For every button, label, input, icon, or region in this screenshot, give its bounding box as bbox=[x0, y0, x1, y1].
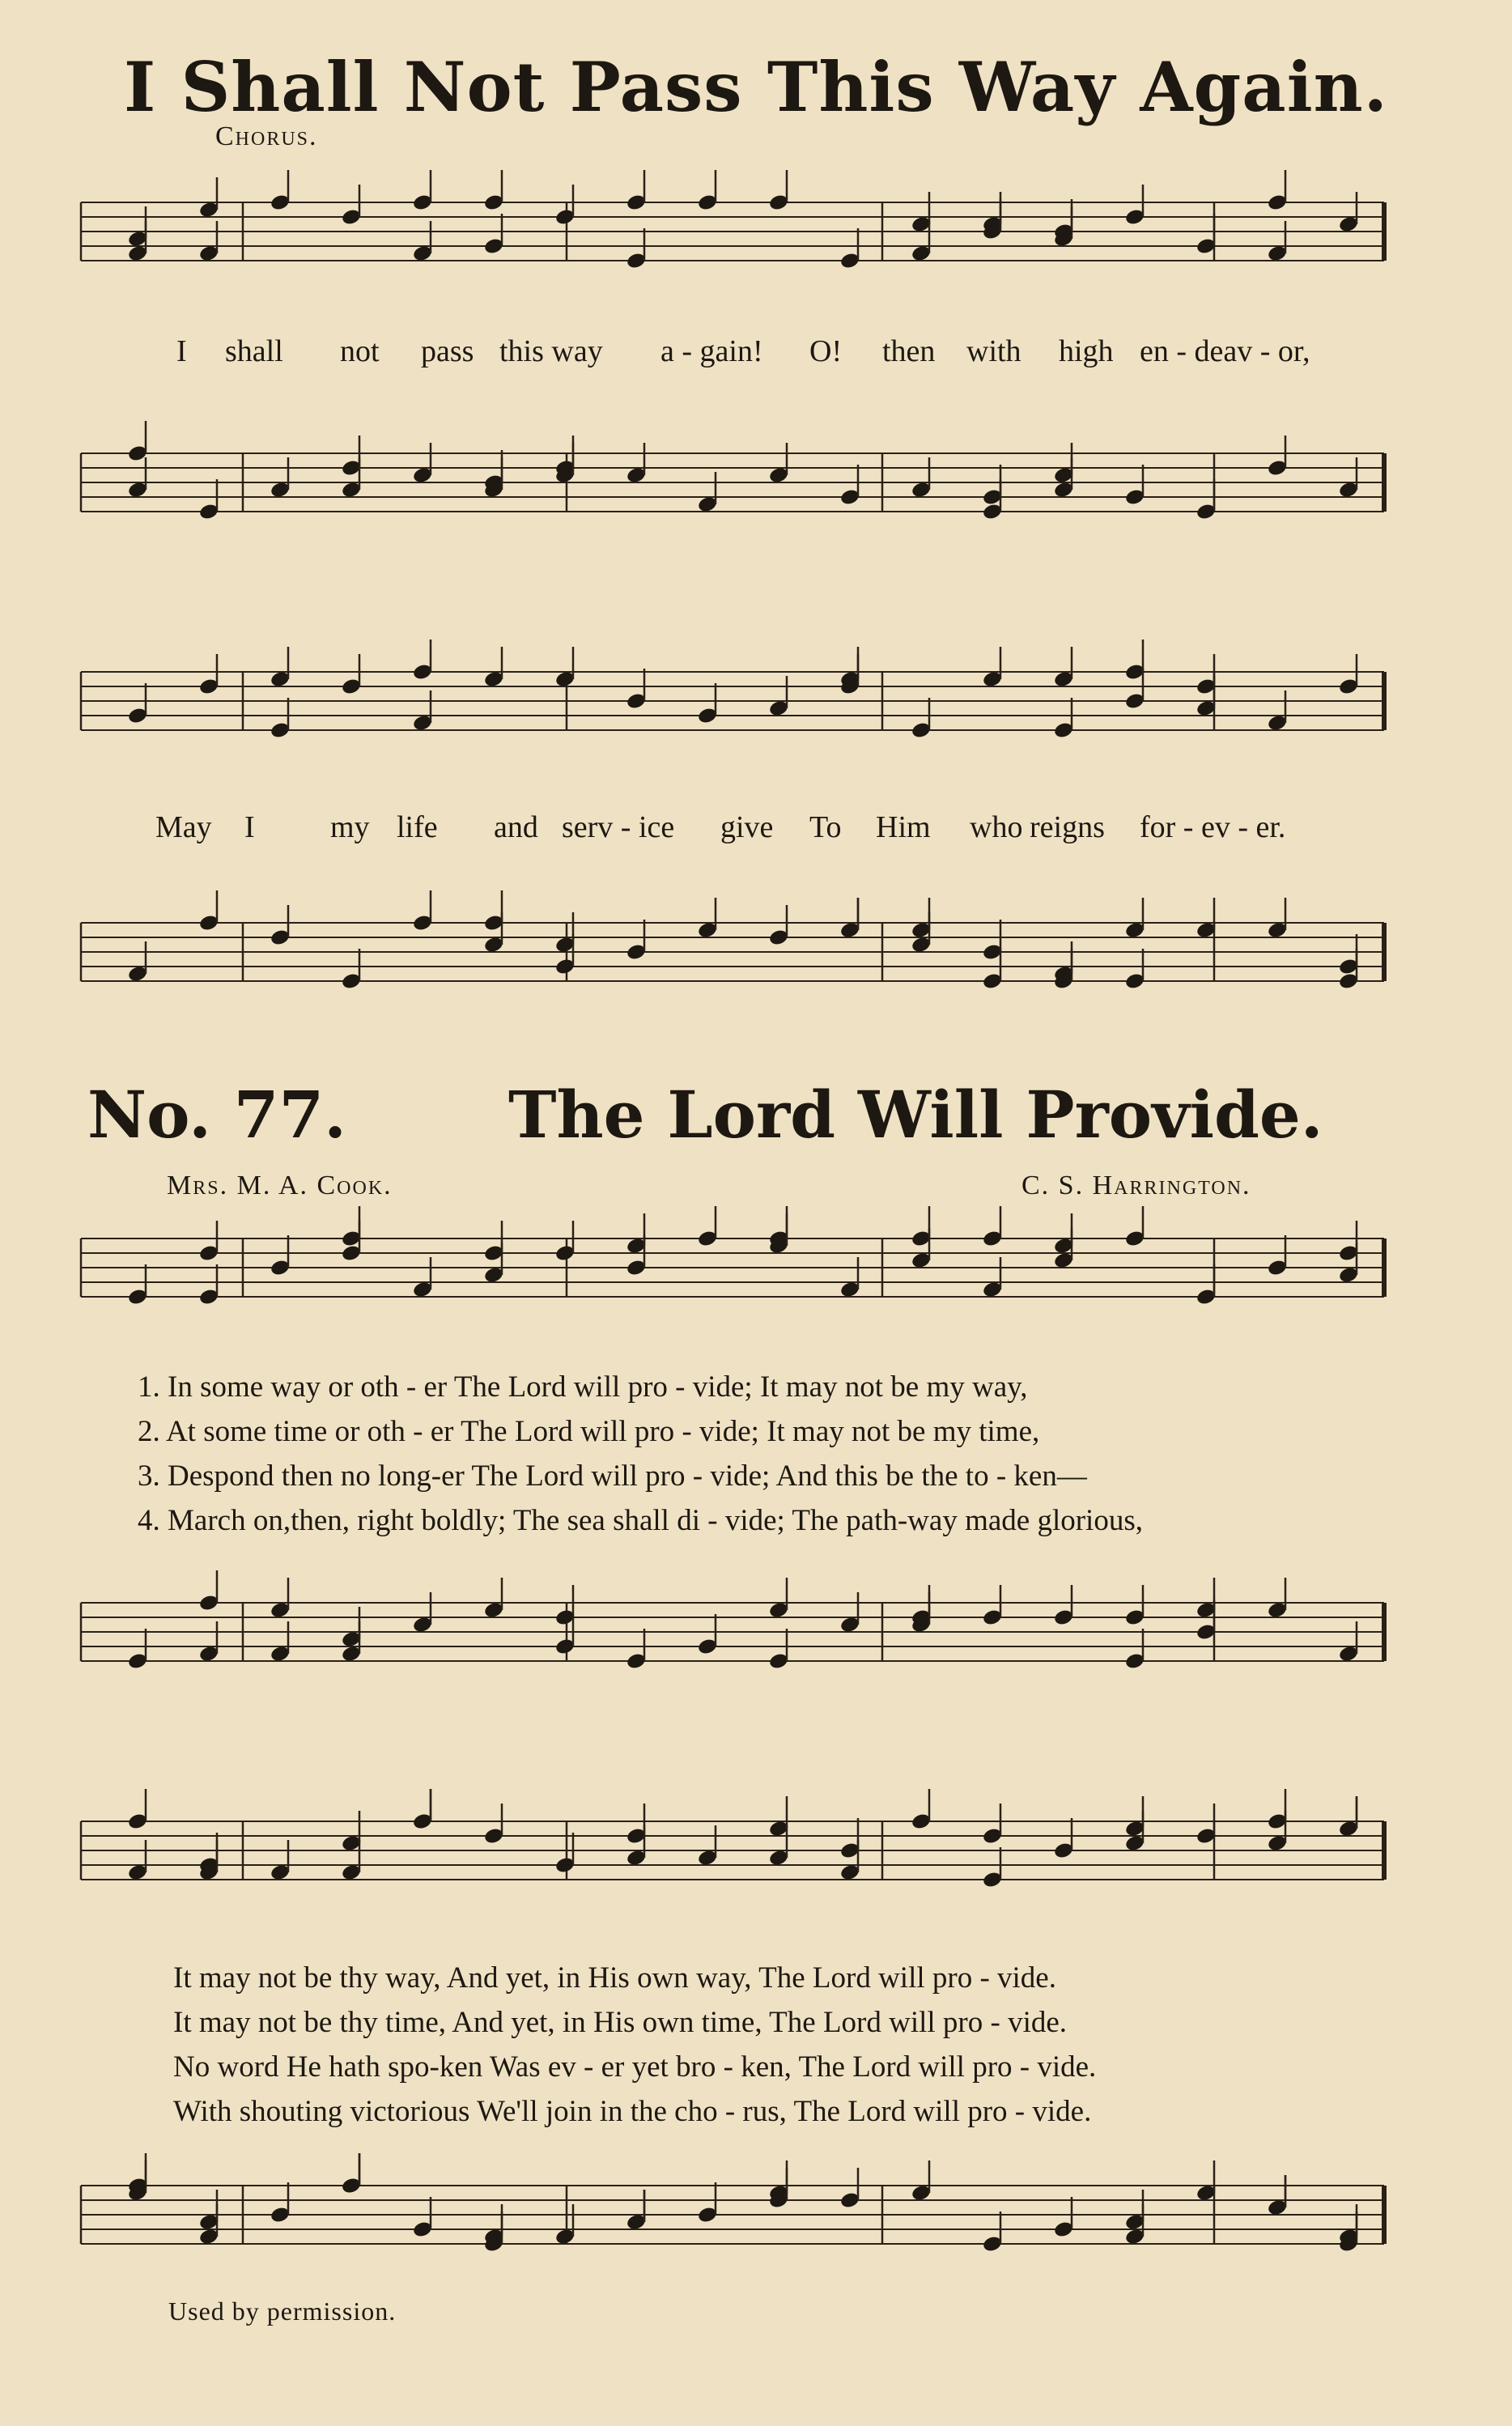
lyric-word: reigns bbox=[1030, 810, 1105, 844]
lyric-word: To bbox=[809, 810, 842, 844]
lyric-word: en - deav - or, bbox=[1140, 334, 1310, 368]
staff-treble-3 bbox=[0, 1206, 1512, 1344]
verse-1-line-a: 1. In some way or oth - er The Lord will pro - vide; It may not be my way, bbox=[138, 1370, 1028, 1404]
lyric-word: my bbox=[330, 810, 370, 844]
lyric-word: not bbox=[340, 334, 380, 368]
verse-1-line-b: It may not be thy way, And yet, in His own way, The Lord will pro - vide. bbox=[173, 1961, 1056, 1995]
staff-bass-3 bbox=[0, 1570, 1512, 1708]
lyric-word: shall bbox=[225, 334, 283, 368]
lyric-word: Him bbox=[876, 810, 931, 844]
lyric-word: who bbox=[970, 810, 1023, 844]
verse-3-line-b: No word He hath spo-ken Was ev - er yet bro - ken, The Lord will pro - vide. bbox=[173, 2050, 1097, 2084]
lyric-word: for - ev - er. bbox=[1140, 810, 1286, 844]
lyric-word: then bbox=[882, 334, 936, 368]
lyric-word: May bbox=[155, 810, 212, 844]
staff-bass-1 bbox=[0, 421, 1512, 559]
lyric-word: I bbox=[176, 334, 187, 368]
lyric-word: O! bbox=[809, 334, 843, 368]
hymn-title: The Lord Will Provide. bbox=[508, 1077, 1323, 1153]
song-title: I Shall Not Pass This Way Again. bbox=[124, 47, 1388, 127]
lyric-word: and bbox=[494, 810, 538, 844]
lyric-word: pass bbox=[421, 334, 474, 368]
permission-note: Used by permission. bbox=[168, 2296, 397, 2326]
verse-2-line-a: 2. At some time or oth - er The Lord will pro - vide; It may not be my time, bbox=[138, 1415, 1040, 1448]
hymn-number: No. 77. bbox=[87, 1077, 346, 1153]
staff-treble-4 bbox=[0, 1789, 1512, 1927]
author-credit: Mrs. M. A. Cook. bbox=[167, 1171, 393, 1200]
lyric-word: with bbox=[966, 334, 1021, 368]
lyric-word: I bbox=[244, 810, 255, 844]
lyrics-line-1 bbox=[0, 334, 1512, 374]
staff-bass-2 bbox=[0, 890, 1512, 1028]
verse-2-line-b: It may not be thy time, And yet, in His own time, The Lord will pro - vide. bbox=[173, 2006, 1068, 2039]
staff-treble-1 bbox=[0, 170, 1512, 291]
lyric-word: serv - ice bbox=[562, 810, 675, 844]
lyric-word: this way bbox=[499, 334, 603, 368]
verse-3-line-a: 3. Despond then no long-er The Lord will pro - vide; And this be the to - ken— bbox=[138, 1459, 1087, 1493]
lyrics-line-2 bbox=[0, 809, 1512, 850]
lyric-word: high bbox=[1059, 334, 1114, 368]
composer-credit: C. S. Harrington. bbox=[1021, 1171, 1251, 1200]
staff-bass-4 bbox=[0, 2153, 1512, 2291]
verse-4-line-b: With shouting victorious We'll join in the cho - rus, The Lord will pro - vide. bbox=[173, 2095, 1092, 2128]
staff-treble-2 bbox=[0, 639, 1512, 777]
section-label: Chorus. bbox=[215, 121, 318, 151]
verse-4-line-a: 4. March on,then, right boldly; The sea shall di - vide; The path-way made glorious, bbox=[138, 1504, 1143, 1537]
lyric-word: life bbox=[397, 810, 438, 844]
lyric-word: a - gain! bbox=[660, 334, 763, 368]
lyric-word: give bbox=[720, 810, 774, 844]
song-heading bbox=[87, 1077, 1323, 1153]
